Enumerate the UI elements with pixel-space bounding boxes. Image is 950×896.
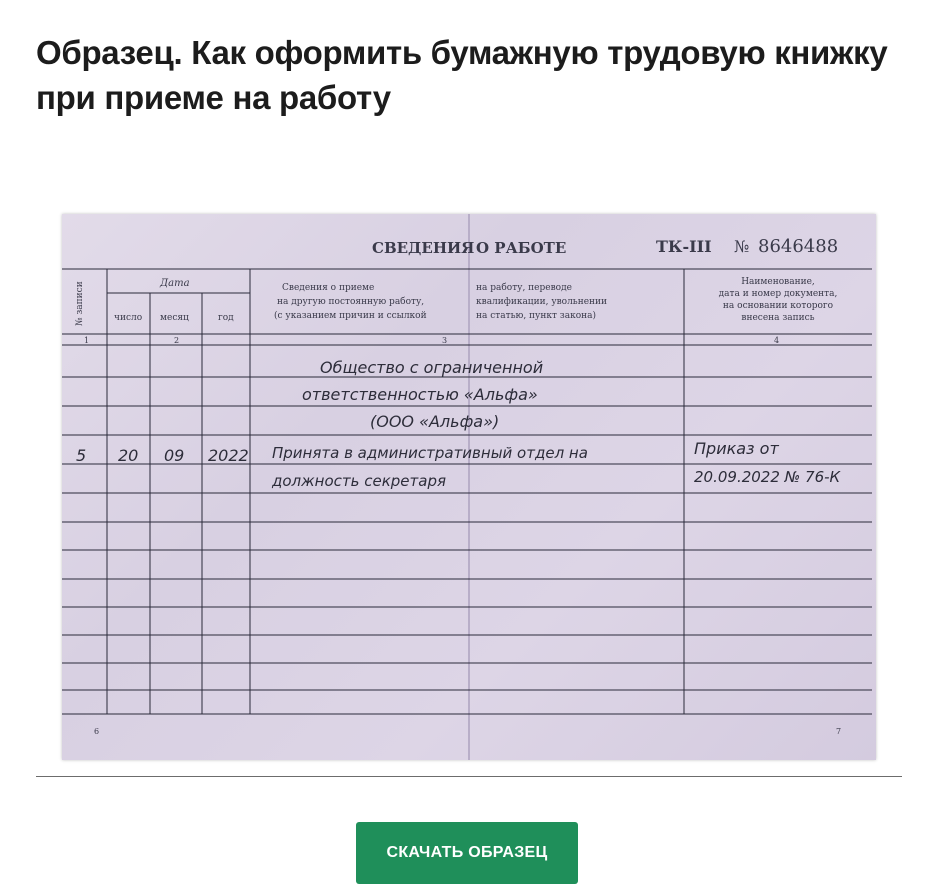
work-book-sample-image	[62, 214, 876, 760]
col3-header-left-2: на другую постоянную работу,	[277, 297, 425, 307]
record-number: 5	[76, 446, 87, 465]
col-number-4: 4	[774, 336, 780, 345]
page-title: Образец. Как оформить бумажную трудовую книжку при приеме на работу	[36, 34, 888, 116]
col4-header-2: дата и номер документа,	[718, 289, 838, 299]
company-line-1: Общество с ограниченной	[320, 358, 544, 377]
entry-day: 20	[118, 446, 139, 465]
book-number: 8646488	[758, 236, 839, 257]
work-book-spread	[62, 214, 876, 760]
col3-header-right-3: на статью, пункт закона)	[476, 311, 596, 321]
col-number-1: 1	[84, 336, 90, 345]
col3-header-right-2: квалификации, увольнении	[476, 297, 608, 307]
col4-header-4: внесена запись	[741, 313, 815, 323]
company-line-3: (ООО «Альфа»)	[370, 412, 500, 431]
entry-text-line-2: должность секретаря	[272, 472, 446, 490]
document-line-1: Приказ от	[694, 439, 779, 458]
day-header: число	[114, 313, 143, 323]
page-number-left: 6	[94, 727, 100, 736]
number-sign: №	[734, 237, 750, 256]
page-number-right: 7	[836, 727, 842, 736]
document-line-2: 20.09.2022 № 76-К	[694, 468, 841, 486]
heading-right: О РАБОТЕ	[476, 239, 567, 257]
col4-header-3: на основании которого	[722, 301, 834, 311]
content-divider	[36, 776, 902, 777]
entry-month: 09	[164, 446, 185, 465]
col1-header: № записи	[75, 281, 85, 326]
col3-header-left-1: Сведения о приеме	[282, 283, 375, 293]
year-header: год	[218, 313, 234, 323]
col3-header-right-1: на работу, переводе	[476, 283, 572, 293]
date-header: Дата	[160, 278, 190, 289]
book-series: ТК-III	[656, 237, 712, 256]
col-number-3: 3	[442, 336, 448, 345]
entry-text-line-1: Принята в административный отдел на	[272, 444, 588, 462]
download-sample-button[interactable]: СКАЧАТЬ ОБРАЗЕЦ	[356, 822, 578, 884]
month-header: месяц	[160, 313, 189, 323]
entry-year: 2022	[208, 446, 249, 465]
heading-left: СВЕДЕНИЯ	[372, 239, 475, 257]
col-number-2: 2	[174, 336, 180, 345]
col3-header-left-3: (с указанием причин и ссылкой	[274, 311, 427, 321]
col4-header-1: Наименование,	[741, 277, 815, 287]
company-line-2: ответственностью «Альфа»	[302, 385, 538, 404]
